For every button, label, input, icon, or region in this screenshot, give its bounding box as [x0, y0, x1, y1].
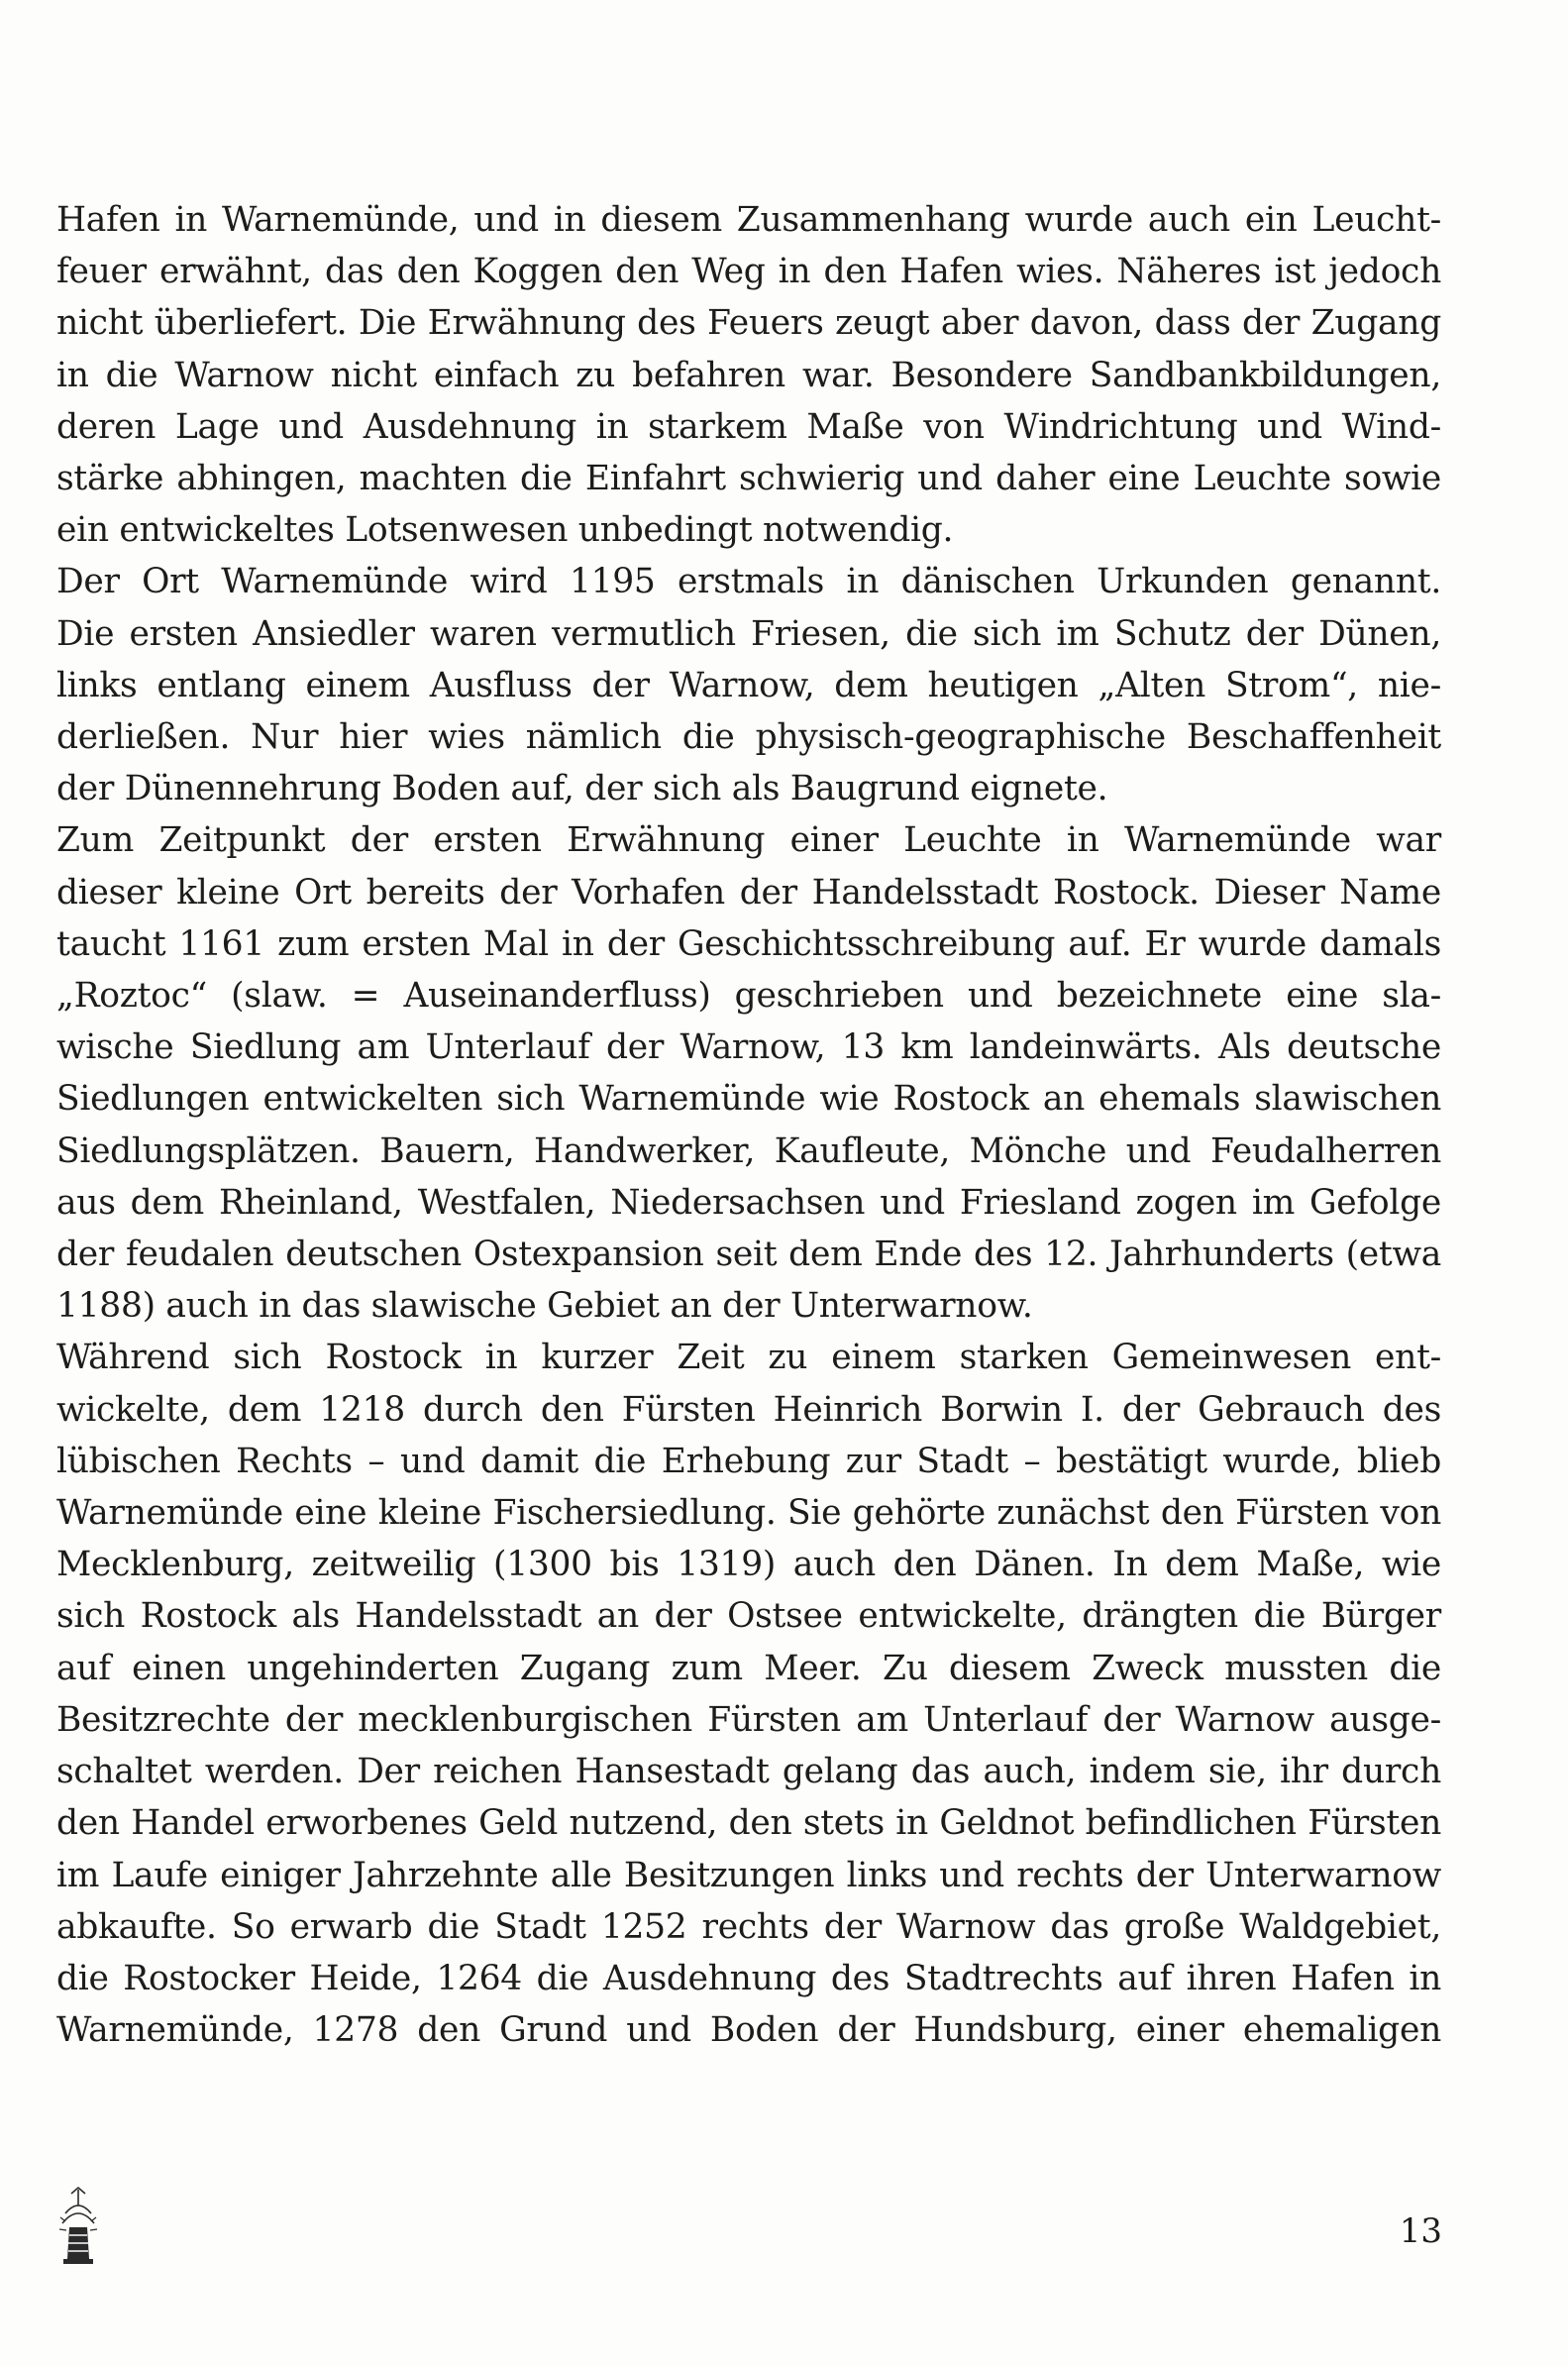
text-line: deren Lage und Ausdehnung in starkem Maße von Windrichtung und Wind-: [56, 406, 1441, 447]
text-line: Während sich Rostock in kurzer Zeit zu einem starken Gemeinwesen ent-: [56, 1338, 1441, 1378]
text-line: feuer erwähnt, das den Koggen den Weg in den Hafen wies. Näheres ist jedoch: [56, 252, 1441, 292]
text-line: Siedlungen entwickelten sich Warnemünde wie Rostock an ehemals slawischen: [56, 1079, 1441, 1120]
text-line: stärke abhingen, machten die Einfahrt schwierig und daher eine Leuchte sowie: [56, 459, 1441, 499]
text-line: Warnemünde eine kleine Fischersiedlung. Sie gehörte zunächst den Fürsten von: [56, 1493, 1441, 1534]
text-line: abkaufte. So erwarb die Stadt 1252 rechts der Warnow das große Waldgebiet,: [56, 1906, 1441, 1947]
page-number: 13: [1399, 2211, 1442, 2251]
text-line: taucht 1161 zum ersten Mal in der Geschichtsschreibung auf. Er wurde damals: [56, 923, 1441, 964]
text-line: „Roztoc“ (slaw. = Auseinanderfluss) geschrieben und bezeichnete eine sla-: [56, 976, 1441, 1017]
text-line: Siedlungsplätzen. Bauern, Handwerker, Kaufleute, Mönche und Feudalherren: [56, 1130, 1441, 1171]
text-line: auf einen ungehinderten Zugang zum Meer. Zu diesem Zweck mussten die: [56, 1648, 1441, 1688]
text-line: Besitzrechte der mecklenburgischen Fürsten am Unterlauf der Warnow ausge-: [56, 1699, 1441, 1740]
text-line: der Dünennehrung Boden auf, der sich als Baugrund eignete.: [56, 769, 1108, 809]
text-line: in die Warnow nicht einfach zu befahren war. Besondere Sandbankbildungen,: [56, 355, 1441, 395]
text-line: Warnemünde, 1278 den Grund und Boden der Hundsburg, einer ehemaligen: [56, 2010, 1441, 2051]
paragraph: [56, 556, 1441, 814]
text-line: den Handel erworbenes Geld nutzend, den stets in Geldnot befindlichen Fürsten: [56, 1803, 1441, 1844]
text-line: Zum Zeitpunkt der ersten Erwähnung einer Leuchte in Warnemünde war: [56, 820, 1441, 861]
text-line: wische Siedlung am Unterlauf der Warnow, 13 km landeinwärts. Als deutsche: [56, 1027, 1441, 1068]
text-line: im Laufe einiger Jahrzehnte alle Besitzungen links und rechts der Unterwarnow: [56, 1855, 1441, 1895]
text-line: links entlang einem Ausfluss der Warnow, dem heutigen „Alten Strom“, nie-: [56, 665, 1441, 705]
lighthouse-emblem-icon: [57, 2184, 99, 2269]
text-line: dieser kleine Ort bereits der Vorhafen der Handelsstadt Rostock. Dieser Name: [56, 872, 1441, 913]
text-line: ein entwickeltes Lotsenwesen unbedingt notwendig.: [56, 510, 954, 551]
text-line: nicht überliefert. Die Erwähnung des Feuers zeugt aber davon, dass der Zugang: [56, 303, 1441, 344]
text-line: Mecklenburg, zeitweilig (1300 bis 1319) auch den Dänen. In dem Maße, wie: [56, 1545, 1441, 1585]
text-line: die Rostocker Heide, 1264 die Ausdehnung des Stadtrechts auf ihren Hafen in: [56, 1958, 1441, 1998]
text-line: Die ersten Ansiedler waren vermutlich Friesen, die sich im Schutz der Dünen,: [56, 613, 1441, 654]
text-line: lübischen Rechts – und damit die Erhebung zur Stadt – bestätigt wurde, blieb: [56, 1441, 1441, 1481]
text-line: derließen. Nur hier wies nämlich die physisch-geographische Beschaffenheit: [56, 717, 1441, 758]
text-line: 1188) auch in das slawische Gebiet an der Unterwarnow.: [56, 1286, 1033, 1327]
text-line: wickelte, dem 1218 durch den Fürsten Heinrich Borwin I. der Gebrauch des: [56, 1389, 1441, 1430]
text-line: Der Ort Warnemünde wird 1195 erstmals in dänischen Urkunden genannt.: [56, 562, 1441, 602]
text-line: der feudalen deutschen Ostexpansion seit dem Ende des 12. Jahrhunderts (etwa: [56, 1235, 1441, 1275]
paragraph: [56, 1332, 1441, 2056]
paragraph: [56, 194, 1441, 556]
body-text: [56, 194, 1441, 2056]
text-line: schaltet werden. Der reichen Hansestadt gelang das auch, indem sie, ihr durch: [56, 1752, 1441, 1792]
paragraph: [56, 814, 1441, 1332]
text-line: sich Rostock als Handelsstadt an der Ostsee entwickelte, drängten die Bürger: [56, 1596, 1441, 1637]
text-line: Hafen in Warnemünde, und in diesem Zusammenhang wurde auch ein Leucht-: [56, 200, 1441, 240]
text-line: aus dem Rheinland, Westfalen, Niedersachsen und Friesland zogen im Gefolge: [56, 1182, 1441, 1223]
